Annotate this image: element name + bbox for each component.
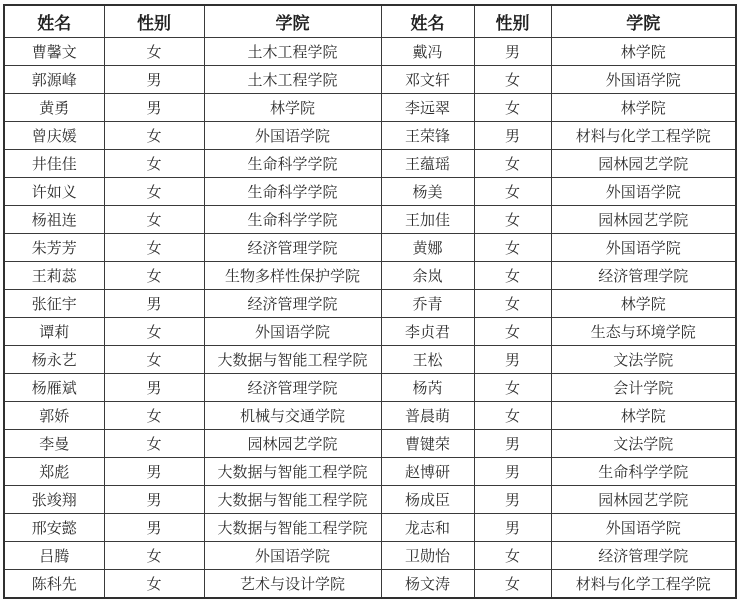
table-row xyxy=(4,262,736,290)
right-college-cell: 林学院 xyxy=(551,94,736,122)
left-gender-cell: 男 xyxy=(104,290,204,318)
right-name-cell: 王加佳 xyxy=(381,206,474,234)
left-college-cell: 外国语学院 xyxy=(204,542,381,570)
right-gender-cell: 女 xyxy=(474,66,551,94)
table-row xyxy=(4,570,736,599)
left-gender-cell: 女 xyxy=(104,402,204,430)
left-gender-cell: 女 xyxy=(104,262,204,290)
right-college-cell: 外国语学院 xyxy=(551,514,736,542)
right-gender-cell: 女 xyxy=(474,402,551,430)
table-row xyxy=(4,430,736,458)
student-roster-table xyxy=(3,4,737,599)
left-college-cell: 生物多样性保护学院 xyxy=(204,262,381,290)
table-row xyxy=(4,38,736,66)
left-gender-cell: 女 xyxy=(104,178,204,206)
table-row xyxy=(4,150,736,178)
right-college-cell: 外国语学院 xyxy=(551,234,736,262)
right-college-cell: 文法学院 xyxy=(551,430,736,458)
right-name-cell: 王荣锋 xyxy=(381,122,474,150)
right-gender-cell: 女 xyxy=(474,318,551,346)
left-college-cell: 园林园艺学院 xyxy=(204,430,381,458)
right-name-cell: 杨成臣 xyxy=(381,486,474,514)
left-college-cell: 大数据与智能工程学院 xyxy=(204,486,381,514)
header-name-right: 姓名 xyxy=(381,5,474,38)
right-name-cell: 王蕴瑶 xyxy=(381,150,474,178)
right-name-cell: 王松 xyxy=(381,346,474,374)
right-name-cell: 卫勋怡 xyxy=(381,542,474,570)
right-gender-cell: 女 xyxy=(474,290,551,318)
right-college-cell: 生命科学学院 xyxy=(551,458,736,486)
table-row xyxy=(4,486,736,514)
left-college-cell: 生命科学学院 xyxy=(204,150,381,178)
table-row xyxy=(4,542,736,570)
right-college-cell: 文法学院 xyxy=(551,346,736,374)
right-name-cell: 普晨萌 xyxy=(381,402,474,430)
right-gender-cell: 女 xyxy=(474,206,551,234)
left-college-cell: 机械与交通学院 xyxy=(204,402,381,430)
right-name-cell: 李贞君 xyxy=(381,318,474,346)
right-gender-cell: 男 xyxy=(474,346,551,374)
right-college-cell: 园林园艺学院 xyxy=(551,486,736,514)
left-name-cell: 郭源峰 xyxy=(4,66,104,94)
left-college-cell: 生命科学学院 xyxy=(204,206,381,234)
right-name-cell: 李远翠 xyxy=(381,94,474,122)
right-name-cell: 杨文涛 xyxy=(381,570,474,599)
left-college-cell: 艺术与设计学院 xyxy=(204,570,381,599)
right-name-cell: 戴冯 xyxy=(381,38,474,66)
student-roster-container xyxy=(3,4,737,599)
right-gender-cell: 女 xyxy=(474,178,551,206)
right-college-cell: 会计学院 xyxy=(551,374,736,402)
right-name-cell: 余岚 xyxy=(381,262,474,290)
right-gender-cell: 男 xyxy=(474,514,551,542)
left-name-cell: 曹馨文 xyxy=(4,38,104,66)
right-name-cell: 杨芮 xyxy=(381,374,474,402)
right-gender-cell: 女 xyxy=(474,262,551,290)
left-name-cell: 黄勇 xyxy=(4,94,104,122)
left-name-cell: 王莉蕊 xyxy=(4,262,104,290)
left-gender-cell: 男 xyxy=(104,66,204,94)
left-name-cell: 张竣翔 xyxy=(4,486,104,514)
left-gender-cell: 女 xyxy=(104,150,204,178)
header-name-left: 姓名 xyxy=(4,5,104,38)
right-gender-cell: 女 xyxy=(474,150,551,178)
left-college-cell: 外国语学院 xyxy=(204,318,381,346)
table-row xyxy=(4,318,736,346)
left-gender-cell: 女 xyxy=(104,542,204,570)
left-name-cell: 曾庆媛 xyxy=(4,122,104,150)
header-college-left: 学院 xyxy=(204,5,381,38)
left-college-cell: 土木工程学院 xyxy=(204,66,381,94)
right-gender-cell: 女 xyxy=(474,234,551,262)
left-college-cell: 林学院 xyxy=(204,94,381,122)
left-gender-cell: 女 xyxy=(104,122,204,150)
table-row xyxy=(4,66,736,94)
left-name-cell: 杨永艺 xyxy=(4,346,104,374)
left-name-cell: 谭莉 xyxy=(4,318,104,346)
right-college-cell: 园林园艺学院 xyxy=(551,206,736,234)
right-gender-cell: 女 xyxy=(474,374,551,402)
left-gender-cell: 女 xyxy=(104,430,204,458)
left-gender-cell: 男 xyxy=(104,514,204,542)
right-name-cell: 黄娜 xyxy=(381,234,474,262)
left-college-cell: 经济管理学院 xyxy=(204,290,381,318)
left-gender-cell: 男 xyxy=(104,94,204,122)
left-gender-cell: 女 xyxy=(104,206,204,234)
right-name-cell: 乔青 xyxy=(381,290,474,318)
right-college-cell: 林学院 xyxy=(551,290,736,318)
header-gender-right: 性别 xyxy=(474,5,551,38)
right-gender-cell: 女 xyxy=(474,94,551,122)
header-row xyxy=(4,5,736,38)
right-gender-cell: 女 xyxy=(474,542,551,570)
left-college-cell: 经济管理学院 xyxy=(204,234,381,262)
left-name-cell: 井佳佳 xyxy=(4,150,104,178)
right-college-cell: 材料与化学工程学院 xyxy=(551,122,736,150)
left-college-cell: 经济管理学院 xyxy=(204,374,381,402)
left-name-cell: 杨祖连 xyxy=(4,206,104,234)
right-college-cell: 园林园艺学院 xyxy=(551,150,736,178)
left-gender-cell: 女 xyxy=(104,346,204,374)
left-name-cell: 杨雁斌 xyxy=(4,374,104,402)
left-name-cell: 吕腾 xyxy=(4,542,104,570)
left-gender-cell: 男 xyxy=(104,486,204,514)
left-name-cell: 邢安懿 xyxy=(4,514,104,542)
left-name-cell: 许如义 xyxy=(4,178,104,206)
right-gender-cell: 男 xyxy=(474,122,551,150)
right-college-cell: 外国语学院 xyxy=(551,66,736,94)
right-name-cell: 龙志和 xyxy=(381,514,474,542)
table-row xyxy=(4,178,736,206)
right-college-cell: 林学院 xyxy=(551,38,736,66)
left-gender-cell: 男 xyxy=(104,458,204,486)
left-college-cell: 大数据与智能工程学院 xyxy=(204,514,381,542)
table-row xyxy=(4,458,736,486)
right-gender-cell: 男 xyxy=(474,458,551,486)
right-college-cell: 林学院 xyxy=(551,402,736,430)
left-college-cell: 大数据与智能工程学院 xyxy=(204,458,381,486)
left-gender-cell: 女 xyxy=(104,318,204,346)
left-name-cell: 张征宇 xyxy=(4,290,104,318)
right-college-cell: 经济管理学院 xyxy=(551,262,736,290)
right-name-cell: 邓文轩 xyxy=(381,66,474,94)
table-row xyxy=(4,290,736,318)
table-row xyxy=(4,234,736,262)
header-college-right: 学院 xyxy=(551,5,736,38)
left-gender-cell: 男 xyxy=(104,374,204,402)
right-gender-cell: 男 xyxy=(474,38,551,66)
left-name-cell: 郑彪 xyxy=(4,458,104,486)
right-name-cell: 杨美 xyxy=(381,178,474,206)
header-gender-left: 性别 xyxy=(104,5,204,38)
left-gender-cell: 女 xyxy=(104,570,204,599)
left-college-cell: 外国语学院 xyxy=(204,122,381,150)
left-name-cell: 李曼 xyxy=(4,430,104,458)
table-row xyxy=(4,374,736,402)
right-name-cell: 赵博研 xyxy=(381,458,474,486)
right-gender-cell: 男 xyxy=(474,486,551,514)
left-gender-cell: 女 xyxy=(104,234,204,262)
right-college-cell: 经济管理学院 xyxy=(551,542,736,570)
table-body xyxy=(4,38,736,599)
table-row xyxy=(4,122,736,150)
left-college-cell: 大数据与智能工程学院 xyxy=(204,346,381,374)
left-college-cell: 土木工程学院 xyxy=(204,38,381,66)
table-row xyxy=(4,402,736,430)
table-row xyxy=(4,346,736,374)
right-name-cell: 曹键荣 xyxy=(381,430,474,458)
left-gender-cell: 女 xyxy=(104,38,204,66)
table-row xyxy=(4,206,736,234)
right-gender-cell: 女 xyxy=(474,570,551,599)
left-name-cell: 陈科先 xyxy=(4,570,104,599)
right-gender-cell: 男 xyxy=(474,430,551,458)
right-college-cell: 外国语学院 xyxy=(551,178,736,206)
table-row xyxy=(4,94,736,122)
left-college-cell: 生命科学学院 xyxy=(204,178,381,206)
right-college-cell: 材料与化学工程学院 xyxy=(551,570,736,599)
right-college-cell: 生态与环境学院 xyxy=(551,318,736,346)
left-name-cell: 朱芳芳 xyxy=(4,234,104,262)
table-row xyxy=(4,514,736,542)
left-name-cell: 郭娇 xyxy=(4,402,104,430)
